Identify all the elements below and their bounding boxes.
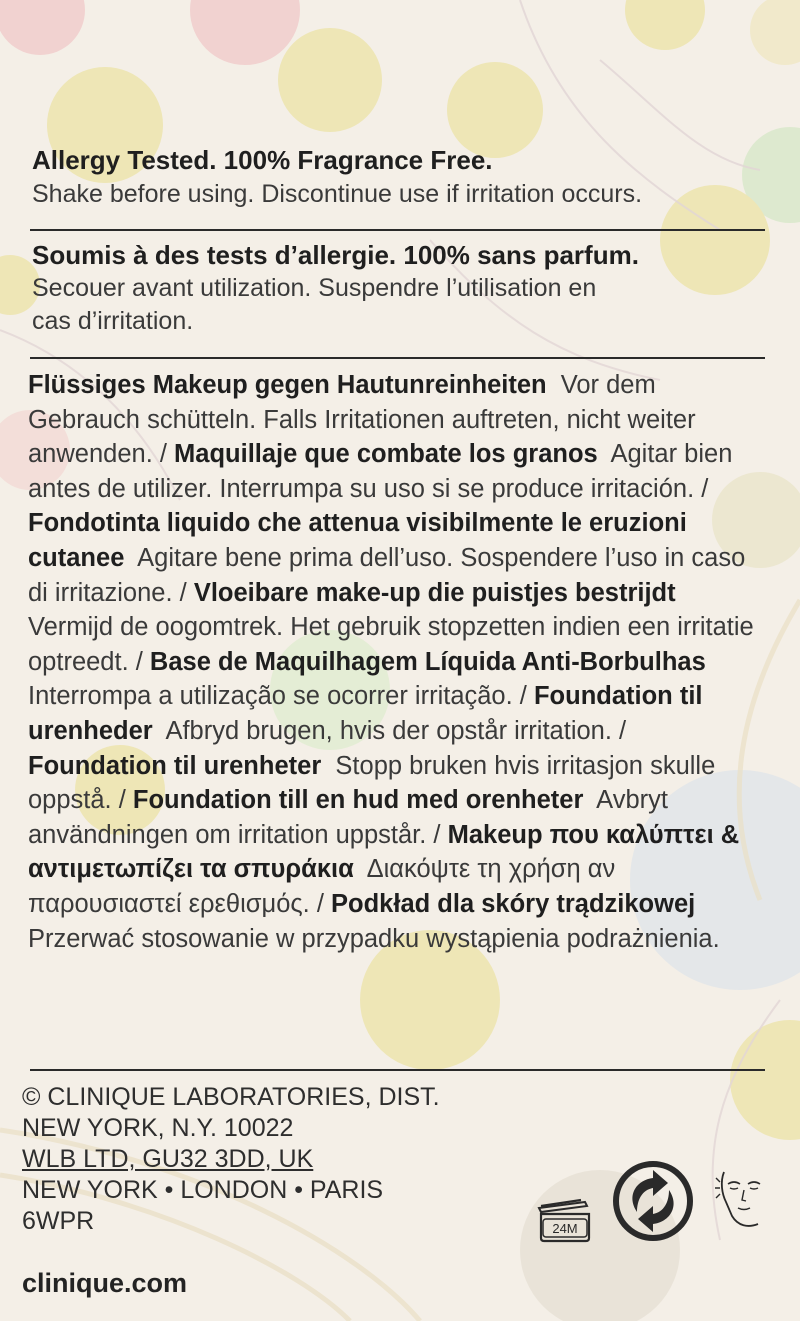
- instructions-pt: Interrompa a utilização se ocorrer irritação. /: [28, 682, 534, 711]
- instructions-es: Agitar bien antes de utilizer. Interrumpa su uso si se produce irritación. /: [28, 440, 733, 503]
- instructions-pl: Przerwać stosowanie w przypadku wystąpienia podrażnienia.: [28, 924, 720, 953]
- instructions-da: Afbryd brugen, hvis der opstår irritation. /: [165, 716, 627, 745]
- product-name-nl: Vloeibare make-up die puistjes bestrijdt: [193, 578, 676, 607]
- product-name-da: Foundation til urenheder: [28, 682, 703, 745]
- french-heading: Soumis à des tests d’allergie. 100% sans parfum.: [32, 240, 639, 270]
- english-section: [32, 143, 767, 211]
- period-after-opening-icon: [535, 1184, 595, 1244]
- product-name-el: Makeup που καλύπτει & αντιμετωπίζει τα σπυράκια: [28, 820, 740, 884]
- divider: [30, 229, 765, 231]
- multilingual-paragraph: [28, 368, 768, 956]
- instructions-it: Agitare bene prima dell’uso. Sospendere l’uso in caso di irritazione. /: [28, 543, 746, 607]
- pao-label: 24M: [552, 1221, 578, 1236]
- instructions-nl: Vermijd de oogomtrek. Het gebruik stopzetten indien een irritatie optreedt. /: [28, 613, 754, 676]
- website-url: clinique.com: [22, 1268, 188, 1298]
- recycle-icon: [612, 1160, 694, 1242]
- french-instructions-line-1: Secouer avant utilization. Suspendre l’utilisation en: [32, 274, 597, 302]
- product-name-pt: Base de Maquilhagem Líquida Anti-Borbulhas: [149, 647, 706, 676]
- product-name-no: Foundation til urenheter: [28, 751, 322, 780]
- legal-info: [22, 1082, 440, 1237]
- instructions-de: Vor dem Gebrauch schütteln. Falls Irritationen auftreten, nicht weiter anwenden. /: [28, 371, 696, 469]
- product-name-es: Maquillaje que combate los granos: [174, 440, 598, 469]
- instructions-sv: Avbryt användningen om irritation uppstår. /: [28, 786, 668, 849]
- product-name-it: Fondotinta liquido che attenua visibilmente le eruzioni cutanee: [28, 509, 687, 572]
- product-name-sv: Foundation till en hud med orenheter: [132, 786, 584, 815]
- product-name-pl: Podkład dla skóry trądzikowej: [331, 889, 696, 918]
- legal-line-cities: NEW YORK • LONDON • PARIS: [22, 1176, 384, 1204]
- english-instructions: Shake before using. Discontinue use if irritation occurs.: [32, 180, 643, 208]
- french-instructions-line-2: cas d’irritation.: [32, 307, 194, 335]
- legal-line-code: 6WPR: [22, 1207, 95, 1235]
- french-section: [32, 238, 767, 338]
- legal-line-copyright: © CLINIQUE LABORATORIES, DIST.: [22, 1083, 440, 1111]
- instructions-el: Διακόψτε τη χρήση αν παρουσιαστεί ερεθισμός. /: [28, 855, 616, 918]
- instructions-no: Stopp bruken hvis irritasjon skulle oppstå. /: [28, 751, 716, 815]
- product-name-de: Flüssiges Makeup gegen Hautunreinheiten: [28, 371, 547, 399]
- divider: [30, 1069, 765, 1071]
- face-sensitivity-icon: [714, 1168, 772, 1234]
- english-heading: Allergy Tested. 100% Fragrance Free.: [32, 145, 493, 175]
- legal-line-uk-distributor: WLB LTD, GU32 3DD, UK: [22, 1145, 314, 1173]
- legal-line-address: NEW YORK, N.Y. 10022: [22, 1114, 294, 1142]
- divider: [30, 357, 765, 359]
